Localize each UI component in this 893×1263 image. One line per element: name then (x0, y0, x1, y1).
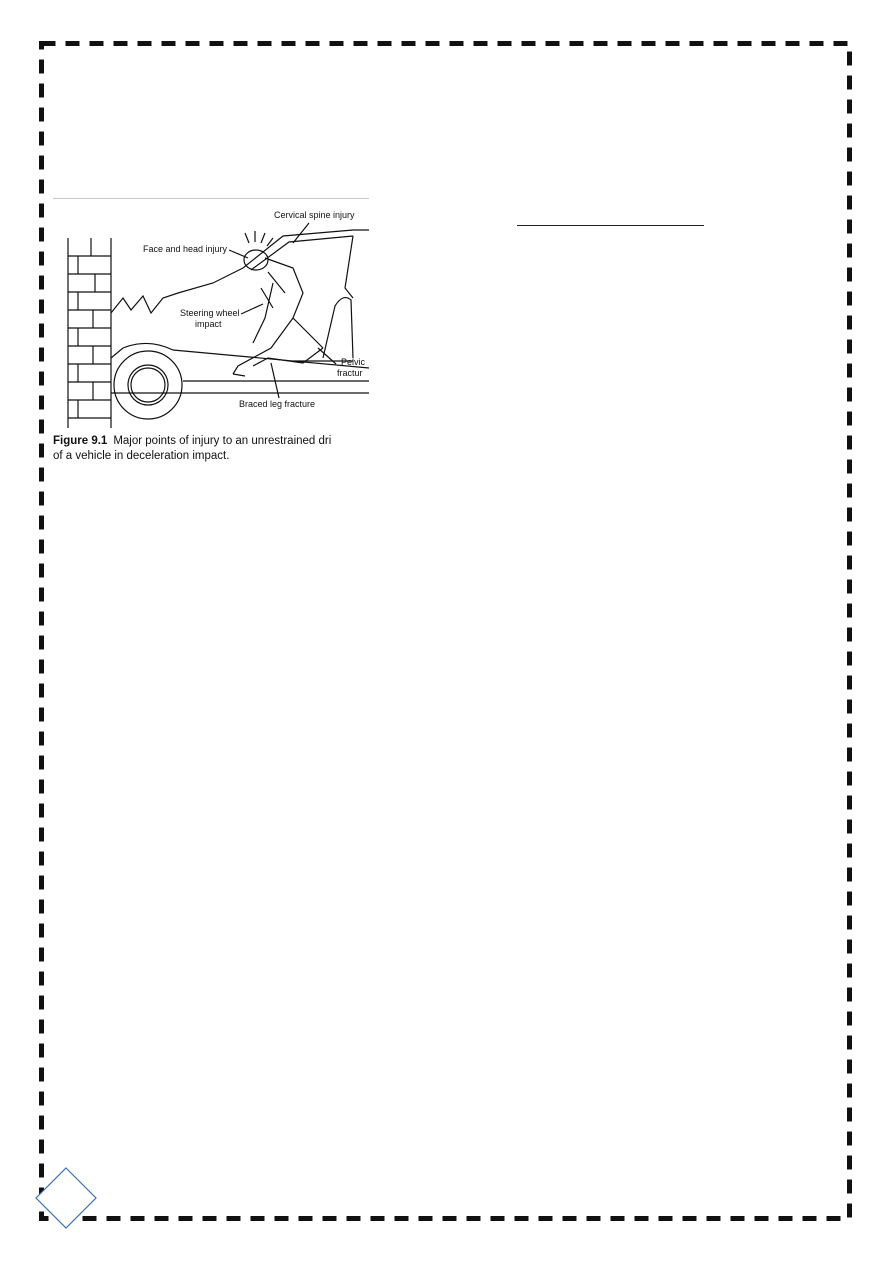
caption-line-2: of a vehicle in deceleration impact. (53, 450, 230, 462)
label-braced-leg: Braced leg fracture (239, 399, 316, 409)
corner-diamond-icon (34, 1166, 98, 1235)
caption-line-1: Major points of injury to an unrestrained dri (113, 435, 332, 447)
figure-caption (53, 434, 369, 464)
injury-figure (53, 198, 369, 470)
label-cervical-spine: Cervical spine injury (274, 210, 355, 220)
label-pelvic-line2: fractur (337, 368, 363, 378)
label-face-head: Face and head injury (143, 244, 228, 254)
figure-number: Figure 9.1 (53, 435, 108, 447)
label-steering-line2: impact (195, 319, 222, 329)
label-steering-line1: Steering wheel (180, 308, 240, 318)
blank-underline (517, 225, 704, 226)
label-pelvic-line1: Pelvic (341, 357, 366, 367)
